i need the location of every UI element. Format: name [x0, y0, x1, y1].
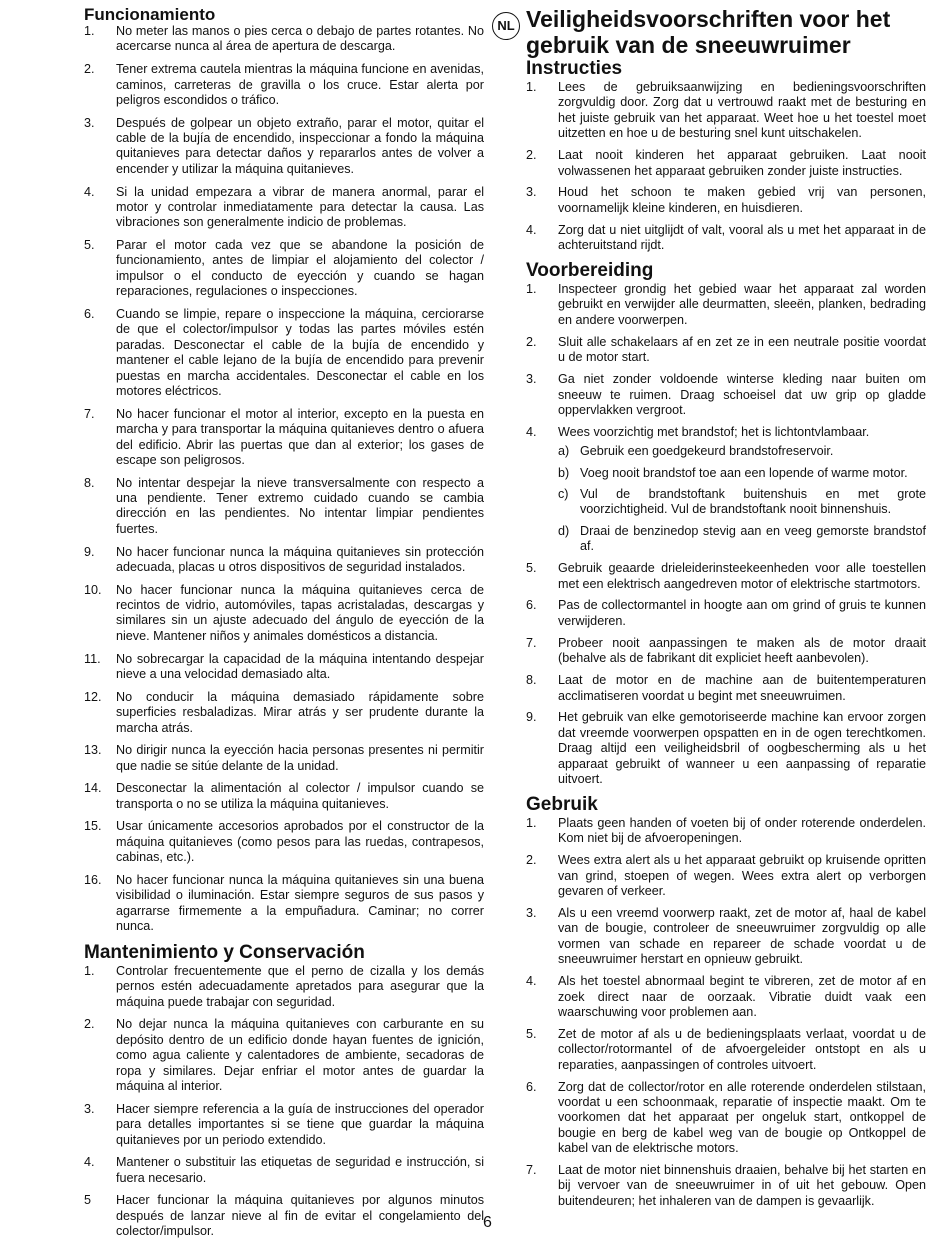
item-number: 2. [526, 148, 537, 163]
item-text: Tener extrema cautela mientras la máquina funcione en avenidas, caminos, carreteras de gravilla o los cruce. Estar alerta por peligros escondidos o tráfico. [116, 62, 484, 107]
item-text: Después de golpear un objeto extraño, parar el motor, quitar el cable de la bujía de encendido, inspeccionar a fondo la máquina quitanieves para detectar daños y repararlos antes de volver a encender y utilizar la máquina quitanieves. [116, 115, 484, 176]
heading-mantenimiento: Mantenimiento y Conservación [84, 941, 365, 963]
list-item [526, 335, 926, 366]
item-number: 3. [526, 905, 537, 920]
item-text: Lees de gebruiksaanwijzing en bedieningsvoorschriften zorgvuldig door. Zorg dat u vertrouwd raakt met de besturing en het juiste gebruik van het apparaat. Weet hoe u het toestel moet uitzetten en hoe u de besturing snel kunt uitschakelen. [558, 80, 926, 141]
heading-voorbereiding: Voorbereiding [526, 260, 654, 282]
item-text: Plaats geen handen of voeten bij of onder roterende onderdelen. Kom niet bij de afvoeropeningen. [558, 815, 926, 846]
item-number: 4. [526, 424, 537, 439]
list-item [526, 598, 926, 629]
list-item [526, 710, 926, 787]
item-text: No conducir la máquina demasiado rápidamente sobre superficies resbaladizas. Mirar atrás y ser prudente durante la marcha atrás. [116, 689, 484, 735]
sub-list-item [558, 487, 926, 518]
list-item [84, 307, 484, 399]
list-item [526, 853, 926, 899]
item-text: No sobrecargar la capacidad de la máquina intentando despejar nieve a una velocidad demasiado alta. [116, 651, 484, 681]
item-number: 6. [84, 306, 95, 321]
list-item [84, 62, 484, 108]
item-number: 7. [84, 406, 95, 421]
item-number: 4. [84, 1155, 95, 1170]
list-item [526, 1027, 926, 1073]
list-item [526, 1080, 926, 1157]
item-number: 1. [526, 282, 537, 297]
item-number: 15. [84, 819, 102, 834]
page-title-nl: Veiligheidsvoorschriften voor het gebruik van de sneeuwruimer [526, 6, 891, 58]
sub-item-letter: d) [558, 523, 570, 538]
item-number: 9. [526, 710, 537, 725]
heading-instructies: Instructies [526, 58, 623, 79]
item-number: 11. [84, 651, 101, 666]
heading-funcionamiento: Funcionamiento [84, 5, 216, 24]
item-number: 1. [526, 80, 537, 94]
list-item [84, 238, 484, 300]
list-item [526, 906, 926, 968]
item-number: 16. [84, 872, 102, 887]
sub-item-letter: b) [558, 465, 570, 480]
item-text: Houd het schoon te maken gebied vrij van personen, voornamelijk kleine kinderen, en huisdieren. [558, 185, 926, 215]
list-item [526, 974, 926, 1020]
item-text: Hacer siempre referencia a la guía de instrucciones del operador para detalles importantes si se tiene que guardar la máquina quitanieves por un periodo extendido. [116, 1101, 484, 1147]
item-text: Si la unidad empezara a vibrar de manera anormal, parar el motor y controlar inmediatamente para detectar la causa. Las vibraciones son generalmente indicio de problemas. [116, 184, 484, 230]
item-number: 1. [526, 815, 537, 830]
item-number: 2. [526, 853, 537, 868]
item-number: 14. [84, 781, 102, 796]
item-text: Pas de collectormantel in hoogte aan om grind of gruis te kunnen verwijderen. [558, 598, 926, 628]
voorbereiding-list [526, 282, 926, 787]
list-item [84, 407, 484, 469]
sub-list [558, 444, 926, 554]
list-item [526, 636, 926, 667]
sub-item-text: Gebruik een goedgekeurd brandstofreservoir. [580, 444, 834, 459]
item-number: 3. [84, 115, 95, 130]
item-text: No meter las manos o pies cerca o debajo de partes rotantes. No acercarse nunca al área de apertura de descarga. [116, 24, 484, 54]
item-number: 6. [526, 598, 537, 613]
list-item [84, 873, 484, 935]
item-text: Zet de motor af als u de bedieningsplaats verlaat, voordat u de collector/rotormantel of de afvoergeleider ontstopt en als u reparaties, aanpassingen of controles uitvoert. [558, 1026, 926, 1072]
item-text: Ga niet zonder voldoende winterse kleding naar buiten om sneeuw te ruimen. Draag schoeisel dat uw grip op gladde oppervlakken vergroot. [558, 372, 926, 417]
sub-list-item [558, 466, 926, 481]
list-item [84, 24, 484, 55]
list-item [84, 185, 484, 231]
item-number: 5 [84, 1193, 92, 1208]
sub-item-letter: a) [558, 444, 570, 459]
item-number: 5. [526, 561, 537, 576]
sub-item-text: Voeg nooit brandstof toe aan een lopende of warme motor. [580, 465, 908, 480]
item-text: Laat de motor en de machine aan de buitentemperaturen acclimatiseren voordat u begint met sneeuwruimen. [558, 673, 926, 703]
list-item [84, 781, 484, 812]
sub-item-text: Draai de benzinedop stevig aan en veeg gemorste brandstof af. [580, 523, 926, 554]
item-number: 4. [526, 222, 537, 237]
sub-item-letter: c) [558, 487, 569, 502]
item-text: No dirigir nunca la eyección hacia personas presentes ni permitir que nadie se sitúe delante de la unidad. [116, 743, 484, 773]
page-number: 6 [483, 1214, 492, 1231]
list-item [526, 561, 926, 592]
right-column [497, 6, 926, 1216]
item-number: 2. [84, 62, 95, 77]
item-text: No intentar despejar la nieve transversalmente con respecto a una pendiente. Tener extremo cuidado cuando se cambia dirección en las pendientes. No intentar limpiar pendientes fuertes. [116, 475, 484, 536]
list-item [526, 673, 926, 704]
item-number: 8. [526, 673, 537, 688]
funcionamiento-list [84, 24, 484, 935]
list-item [84, 690, 484, 736]
item-text: Probeer nooit aanpassingen te maken als de motor draait (behalve als de fabrikant dit expliciet heeft aanbevolen). [558, 635, 926, 666]
item-text: Sluit alle schakelaars af en zet ze in een neutrale positie voordat u de motor start. [558, 334, 926, 365]
item-number: 8. [84, 475, 95, 490]
item-text: Hacer funcionar la máquina quitanieves por algunos minutos después de lanzar nieve al fin de evitar el congelamiento del colector/impulsor. [116, 1193, 484, 1239]
item-text: Het gebruik van elke gemotoriseerde machine kan ervoor zorgen dat vreemde voorwerpen opspatten en in de ogen terechtkomen. Draag altijd een veiligheidsbril of oogbescherming als u het apparaat gebruikt of wanneer u een aanpassing of reparatie uitvoert. [558, 710, 926, 787]
item-number: 10. [84, 582, 102, 597]
item-number: 5. [84, 238, 95, 253]
sub-list-item [558, 444, 926, 459]
item-number: 7. [526, 1163, 537, 1178]
list-item [526, 185, 926, 216]
list-item [84, 1193, 484, 1239]
item-text: Cuando se limpie, repare o inspeccione la máquina, cerciorarse de que el colector/impulsor y todas las partes móviles estén paradas. Desconectar el cable de la bujía de encendido y mantener el cable lejano de la bujía de encendido para prevenir puestas en marcha accidentales. Desconectar el cable en los motores eléctricos. [116, 306, 484, 399]
item-text: Controlar frecuentemente que el perno de cizalla y los demás pernos estén adecuadamente apretados para asegurar que la máquina puede trabajar con seguridad. [116, 963, 484, 1009]
sub-item-text: Vul de brandstoftank buitenshuis en met grote voorzichtigheid. Vul de brandstoftank nooit binnenshuis. [580, 487, 926, 517]
list-item [84, 1155, 484, 1186]
list-item [84, 476, 484, 538]
list-item [84, 583, 484, 645]
list-item [526, 816, 926, 847]
item-text: Usar únicamente accesorios aprobados por el constructor de la máquina quitanieves (como pesos para las ruedas, contrapesos, cabinas, etc.). [116, 819, 484, 865]
list-item [526, 1163, 926, 1209]
item-text: Gebruik geaarde drieleiderinsteekeenheden voor alle toestellen met een elektrisch aangedreven motor of elektrische startmotors. [558, 561, 926, 591]
list-item [526, 80, 926, 142]
sub-list-item [558, 524, 926, 555]
item-text: Desconectar la alimentación al colector / impulsor cuando se transporta o no se utiliza la máquina quitanieves. [116, 781, 484, 811]
item-number: 6. [526, 1079, 537, 1094]
list-item [84, 545, 484, 576]
item-number: 9. [84, 544, 95, 559]
item-number: 4. [526, 974, 537, 989]
item-number: 2. [84, 1017, 95, 1032]
item-number: 3. [526, 185, 537, 200]
item-text: Zorg dat de collector/rotor en alle roterende onderdelen stilstaan, voordat u een schoonmaak, reparatie of inspectie maakt. Om te voorkomen dat het apparaat per ongeluk start, ontkoppel de bougie en berg de kabel weg van de bougie op Ontkoppel de kabel van de elektrische motors. [558, 1079, 926, 1156]
instructies-list [526, 80, 926, 254]
item-text: Als het toestel abnormaal begint te vibreren, zet de motor af en zoek direct naar de oorzaak. Vibratie duidt vaak een waarschuwing voor problemen aan. [558, 974, 926, 1019]
mantenimiento-list [84, 964, 484, 1240]
list-item [526, 372, 926, 418]
item-text: Wees voorzichtig met brandstof; het is lichtontvlambaar. [558, 424, 870, 439]
item-text: No hacer funcionar nunca la máquina quitanieves sin protección adecuada, placas u otros dispositivos de seguridad instalados. [116, 544, 484, 574]
item-number: 3. [526, 372, 537, 387]
item-number: 1. [84, 963, 95, 978]
item-number: 5. [526, 1026, 537, 1041]
item-text: Parar el motor cada vez que se abandone la posición de funcionamiento, antes de limpiar el alojamiento del colector / impulsor o el conducto de eyección y cuando se hagan reparaciones, regulaciones o inspecciones. [116, 238, 484, 299]
item-number: 7. [526, 635, 537, 650]
list-item [84, 1017, 484, 1094]
item-text: Mantener o substituir las etiquetas de seguridad e instrucción, si fuera necesario. [116, 1155, 484, 1185]
item-text: Wees extra alert als u het apparaat gebruikt op kruisende opritten van grind, stoepen of wegen. Wees extra alert op verborgen gevaren of verkeer. [558, 853, 926, 899]
list-item [526, 223, 926, 254]
list-item [526, 282, 926, 328]
list-item [526, 425, 926, 555]
heading-gebruik: Gebruik [526, 793, 598, 815]
list-item [84, 1102, 484, 1148]
language-badge-nl: NL [492, 12, 520, 40]
item-text: Zorg dat u niet uitglijdt of valt, vooral als u met het apparaat in de achteruitstand rijdt. [558, 222, 926, 253]
item-text: No hacer funcionar nunca la máquina quitanieves sin una buena visibilidad o iluminación. Estar siempre seguros de sus pasos y agarrarse firmemente a la empuñadura. Caminar; no correr nunca. [116, 872, 484, 934]
gebruik-list [526, 816, 926, 1209]
item-number: 1. [84, 24, 95, 38]
item-text: No dejar nunca la máquina quitanieves con carburante en su depósito dentro de un edificio donde hayan fuentes de ignición, como agua caliente y calentadores de ambiente, secadoras de ropa y similares. Dejar enfriar el motor antes de guardar la máquina al interior. [116, 1017, 484, 1094]
list-item [84, 652, 484, 683]
list-item [84, 743, 484, 774]
item-text: No hacer funcionar el motor al interior, excepto en la puesta en marcha y para transportar la máquina quitanieves dentro o afuera del edificio. Abrir las puertas que dan al exterior; los gases de escape son peligrosos. [116, 406, 484, 467]
item-text: Inspecteer grondig het gebied waar het apparaat zal worden gebruikt en verwijder alle deurmatten, sleeën, planken, bedrading en andere voorwerpen. [558, 282, 926, 327]
left-column [84, 6, 484, 1247]
nl-title-block [497, 6, 926, 58]
item-text: Als u een vreemd voorwerp raakt, zet de motor af, haal de kabel van de bougie, controleer de sneeuwruimer zorgvuldig op alle vormen van schade en repareer de schade voordat u de sneeuwruimer herstart en opnieuw gebruikt. [558, 905, 926, 967]
list-item [84, 116, 484, 178]
item-text: Laat de motor niet binnenshuis draaien, behalve bij het starten en bij vervoer van de sneeuwruimer in of uit het gebouw. Open buitendeuren; het inhaleren van de dampen is gevaarlijk. [558, 1163, 926, 1208]
list-item [84, 819, 484, 865]
list-item [526, 148, 926, 179]
item-number: 13. [84, 743, 102, 758]
item-number: 3. [84, 1101, 95, 1116]
item-text: Laat nooit kinderen het apparaat gebruiken. Laat nooit volwassenen het apparaat gebruiken zonder juiste instructies. [558, 148, 926, 178]
item-number: 4. [84, 184, 95, 199]
list-item [84, 964, 484, 1010]
item-number: 12. [84, 689, 102, 704]
item-text: No hacer funcionar nunca la máquina quitanieves cerca de recintos de vidrio, automóviles, tapas acristaladas, descargas y similares sin un ajuste adecuado del ángulo de eyección de la nieve. Mantener niños y animales domésticos a distancia. [116, 582, 484, 643]
item-number: 2. [526, 334, 537, 349]
